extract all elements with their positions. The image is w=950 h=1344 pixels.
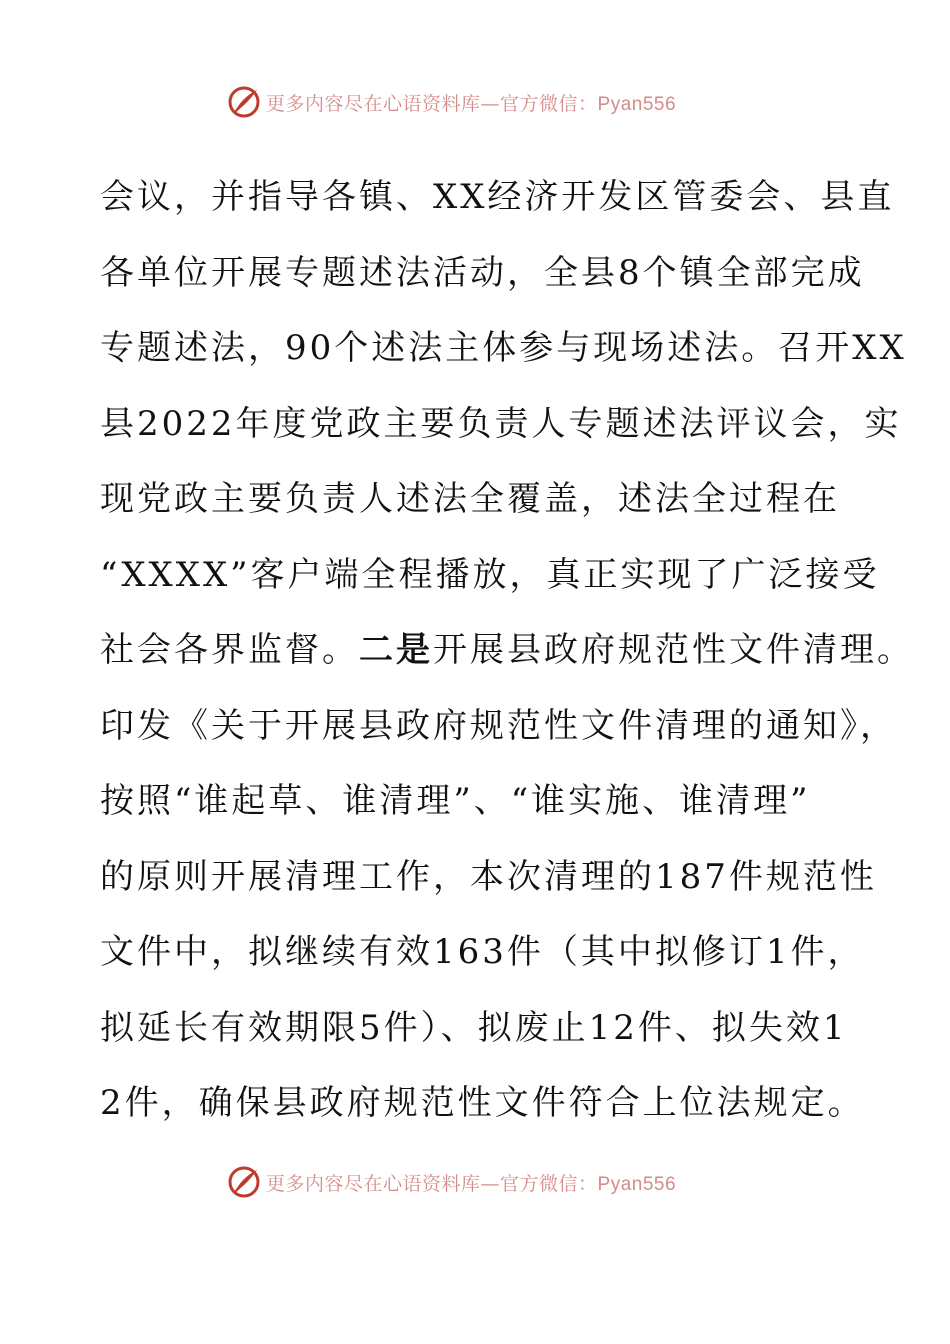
banner-wechat-label: 官方微信： (500, 1172, 598, 1195)
text-line: 的原则开展清理工作，本次清理的187件规范性 (100, 856, 877, 897)
banner-dash: — (480, 1172, 501, 1195)
text-line: 各单位开展专题述法活动，全县8个镇全部完成 (100, 252, 865, 293)
text-line: 专题述法，90个述法主体参与现场述法。召开XX (100, 328, 907, 368)
bold-heading-segment: 二是 (359, 630, 433, 670)
text-line: 文件中，拟继续有效163件（其中拟修订1件， (100, 932, 865, 972)
banner-main-text: 更多内容尽在心语资料库 (266, 1172, 481, 1195)
text-segment: 社会各界监督。 (100, 630, 359, 670)
header-banner (226, 82, 676, 122)
banner-wechat-label: 官方微信： (500, 92, 598, 115)
footer-banner (226, 1162, 676, 1202)
text-line (100, 613, 914, 689)
text-line: 拟延长有效期限5件）、拟废止12件、拟失效1 (100, 1007, 848, 1048)
text-line: 县2022年度党政主要负责人专题述法评议会，实 (100, 403, 902, 444)
banner-text (266, 89, 676, 116)
text-segment: 开展县政府规范性文件清理。 (433, 630, 914, 670)
text-line: 会议，并指导各镇、XX经济开发区管委会、县直 (100, 177, 895, 217)
text-line: 按照“谁起草、谁清理”、“谁实施、谁清理” (100, 781, 811, 821)
quill-logo-icon (226, 84, 262, 120)
banner-main-text: 更多内容尽在心语资料库 (266, 92, 481, 115)
text-line: 2件，确保县政府规范性文件符合上位法规定。 (100, 1083, 865, 1123)
document-body (100, 160, 914, 1142)
quill-logo-icon (226, 1164, 262, 1200)
banner-dash: — (480, 92, 501, 115)
banner-wechat-id: Pyan556 (597, 1173, 677, 1195)
text-line: “XXXX”客户端全程播放，真正实现了广泛接受 (100, 554, 880, 595)
text-line: 印发《关于开展县政府规范性文件清理的通知》， (100, 705, 897, 746)
banner-wechat-id: Pyan556 (597, 93, 677, 115)
text-line: 现党政主要负责人述法全覆盖，述法全过程在 (100, 479, 840, 519)
banner-text (266, 1169, 676, 1196)
